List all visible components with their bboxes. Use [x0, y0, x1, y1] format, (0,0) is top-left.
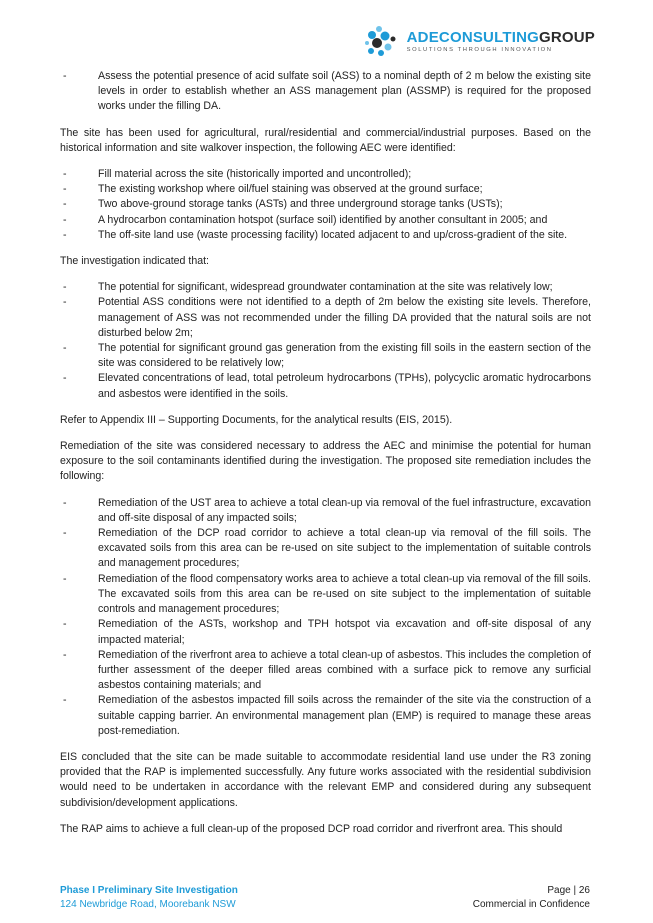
para-appendix: Refer to Appendix III – Supporting Documents, for the analytical results (EIS, 2015). [60, 413, 453, 426]
para-rap: The RAP aims to achieve a full clean-up of the proposed DCP road corridor and riverfront area. This should [60, 822, 563, 835]
list-item: - Fill material across the site (historically imported and uncontrolled); [60, 167, 591, 182]
confidentiality-label: Commercial in Confidence [472, 899, 590, 910]
list-item: - A hydrocarbon contamination hotspot (surface soil) identified by another consultant in 2005; and [60, 213, 591, 228]
list-item: - Remediation of the riverfront area to achieve a total clean-up of asbestos. This includes the completion of further assessment of the deeper filled areas combined with a surface pick to remove any surficial asbestos containing materials; and [60, 648, 591, 694]
company-logo [407, 30, 595, 54]
footer-left [60, 884, 238, 912]
page-body [60, 69, 591, 848]
footer-site-address: 124 Newbridge Road, Moorebank NSW [60, 899, 236, 910]
list-item: - Remediation of the ASTs, workshop and TPH hotspot via excavation and off-site disposal of any impacted material; [60, 617, 591, 647]
list-item: - Remediation of the flood compensatory works area to achieve a total clean-up via removal of the fill soils. The excavated soils from this area can be re-used on site subject to the implementation of suitable controls and management procedures; [60, 572, 591, 618]
para-investigation: The investigation indicated that: [60, 255, 209, 268]
para-conclusion: EIS concluded that the site can be made suitable to accommodate residential land use under the R3 zoning provided that the RAP is implemented successfully. Any future works associated with the residential subdivision would need to be undertaken in accordance with the relevant EMP and considered during any subsequent subdivision/development applications. [60, 750, 591, 809]
list-item: - The potential for significant, widespread groundwater contamination at the site was relatively low; [60, 280, 591, 295]
list-item: - Potential ASS conditions were not identified to a depth of 2m below the existing site levels. Therefore, management of ASS was not recommended under the filling DA provided that the natural soils are not disturbed below 2m; [60, 295, 591, 341]
logo-part-group: GROUP [538, 29, 595, 46]
page-number: Page | 26 [547, 885, 590, 896]
aec-list [60, 167, 591, 243]
remediation-list [60, 496, 591, 739]
list-item: - The existing workshop where oil/fuel staining was observed at the ground surface; [60, 182, 591, 197]
footer-right [473, 884, 590, 912]
list-item: - Assess the potential presence of acid sulfate soil (ASS) to a nominal depth of 2 m below the existing site levels in order to establish whether an ASS management plan (ASSMP) is required for the proposed works under the filling DA. [60, 69, 591, 115]
footer [60, 884, 590, 916]
logo-part-consulting: CONSULTING [438, 29, 539, 46]
list-item: - The potential for significant ground gas generation from the existing fill soils in the eastern section of the site was considered to be relatively low; [60, 341, 591, 371]
findings-list [60, 280, 591, 402]
company-name [407, 30, 595, 46]
list-item: - Elevated concentrations of lead, total petroleum hydrocarbons (TPHs), polycyclic aromatic hydrocarbons and asbestos were identified in the soils. [60, 371, 591, 401]
header [363, 22, 595, 62]
company-tagline: SOLUTIONS THROUGH INNOVATION [406, 47, 553, 53]
list-item: - Remediation of the UST area to achieve a total clean-up via removal of the fuel infrastructure, excavation and off-site disposal of any impacted soils; [60, 496, 591, 526]
list-item: - Remediation of the asbestos impacted fill soils across the remainder of the site via the construction of a suitable capping barrier. An environmental management plan (EMP) is required to manage these areas post-remediation. [60, 693, 591, 739]
logo-part-ade: ADE [406, 29, 439, 46]
para-site-use: The site has been used for agricultural, rural/residential and commercial/industrial purposes. Based on the historical information and site walkover inspection, the following AEC were identified: [60, 126, 591, 154]
para-remediation: Remediation of the site was considered necessary to address the AEC and minimise the potential for human exposure to the soil contaminants identified during the investigation. The proposed site remediation includes the following: [60, 440, 591, 483]
list-item: - Remediation of the DCP road corridor to achieve a total clean-up via removal of the fill soils. The excavated soils from this area can be re-used on site subject to the implementation of suitable controls and management procedures; [60, 526, 591, 572]
list-item: - Two above-ground storage tanks (ASTs) and three underground storage tanks (USTs); [60, 197, 591, 212]
list-item: - The off-site land use (waste processing facility) located adjacent to and up/cross-gradient of the site. [60, 228, 591, 243]
intro-list [60, 69, 591, 115]
molecule-dots-icon [363, 23, 401, 61]
footer-report-title: Phase I Preliminary Site Investigation [60, 885, 238, 896]
